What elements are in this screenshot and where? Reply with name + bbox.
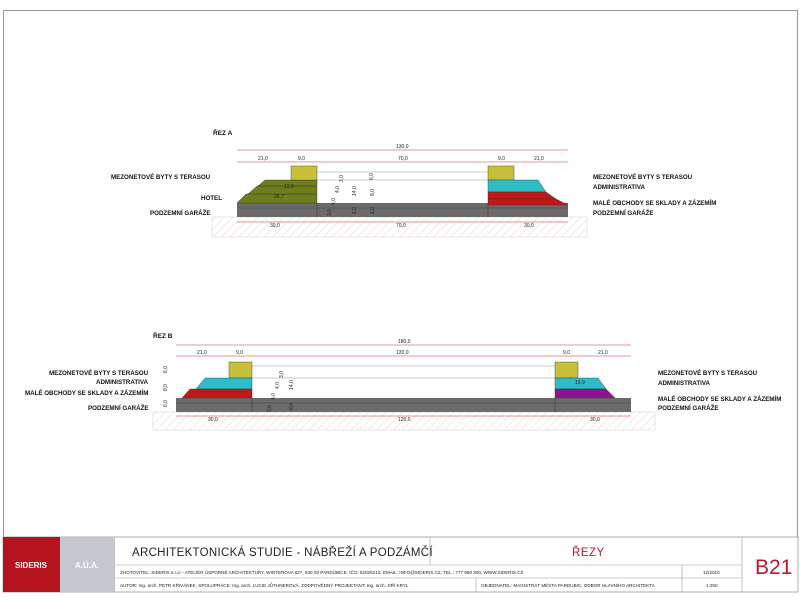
label-maisonette: MEZONETOVÉ BYTY S TERASOU bbox=[111, 174, 211, 181]
hotel-upper-block bbox=[248, 186, 317, 194]
slope-value: 19,9 bbox=[575, 380, 585, 386]
label-maisonette: MEZONETOVÉ BYTY S TERASOU bbox=[593, 174, 693, 181]
dim-top: 9,0 bbox=[298, 156, 305, 162]
dim-bottom: 30,0 bbox=[270, 223, 280, 229]
dim-top: 9,0 bbox=[563, 350, 570, 356]
vdim: 14,0 bbox=[289, 380, 295, 390]
project-title: ARCHITEKTONICKÁ STUDIE - NÁBŘEŽÍ A PODZÁMČÍ bbox=[132, 547, 433, 559]
maisonette-block-right bbox=[488, 166, 514, 180]
label-garage: PODZEMNÍ GARÁŽE bbox=[658, 405, 719, 412]
slope-value: 19,9 bbox=[284, 184, 294, 190]
shops-lower-block bbox=[488, 199, 568, 205]
vdim: 3,0 bbox=[267, 405, 273, 412]
vdim: 8,0 bbox=[370, 189, 376, 196]
slope-value: 26,7 bbox=[274, 194, 284, 200]
sheet-title: ŘEZY bbox=[572, 547, 605, 559]
vdim: 3,0 bbox=[279, 371, 285, 378]
label-shops: MALÉ OBCHODY SE SKLADY A ZÁZEMÍM bbox=[25, 390, 149, 397]
vdim: 3,0 bbox=[339, 175, 345, 182]
vdim: 6,0 bbox=[369, 173, 375, 180]
vdim: 3,0 bbox=[327, 209, 333, 216]
vdim: 4,0 bbox=[331, 198, 337, 205]
maisonette-block-left bbox=[229, 362, 252, 378]
section-b-title: ŘEZ B bbox=[153, 333, 173, 340]
shops-block bbox=[488, 192, 556, 199]
label-hotel: HOTEL bbox=[201, 195, 222, 202]
dim-top: 21,0 bbox=[258, 156, 268, 162]
shops-block bbox=[555, 389, 615, 398]
vdim: 14,0 bbox=[352, 186, 358, 196]
dim-bottom: 30,0 bbox=[208, 417, 218, 423]
vdim: 6,0 bbox=[352, 207, 358, 214]
contractor-line: ZHOTOVITEL: SIDERIS s.r.o. - ATELIÉR ÚSPORNÉ ARCHITEKTURY, WINTEROVA 827, 530 03 PARDUBICE, IČO: 62025210, EMAIL: INFO@SIDERIS.CZ, TEL.: 777 690 300, WWW.SIDERIS.CZ bbox=[120, 570, 524, 575]
logo-sideris: SIDERIS bbox=[14, 561, 48, 570]
garage-slab bbox=[176, 398, 631, 412]
logo-aua: A.Ú.A. bbox=[75, 561, 99, 570]
vdim: 4,0 bbox=[335, 186, 341, 193]
vdim: 4,0 bbox=[271, 393, 277, 400]
dim-top: 21,0 bbox=[598, 350, 608, 356]
label-administration: ADMINISTRATIVA bbox=[658, 380, 711, 387]
title-block bbox=[3, 537, 798, 592]
section-a bbox=[111, 128, 716, 237]
dim-total: 130,0 bbox=[396, 144, 409, 150]
label-shops: MALÉ OBCHODY SE SKLADY A ZÁZEMÍM bbox=[658, 396, 782, 403]
section-a-title: ŘEZ A bbox=[213, 130, 233, 137]
label-garage: PODZEMNÍ GARÁŽE bbox=[593, 210, 654, 217]
dim-top: 9,0 bbox=[498, 156, 505, 162]
dim-bottom: 70,0 bbox=[396, 223, 406, 229]
authors-line: AUTOR: Ing. arch. PETR KŘIVÁNEK, SPOLUPRÁCE: Ing. arch. LUCIE JŮTHNEROVÁ, ZODPOVĚDNÝ PROJEKTANT: Ing. arch. JIŘÍ KRYL bbox=[120, 583, 409, 588]
maisonette-block-right bbox=[555, 362, 578, 378]
label-administration: ADMINISTRATIVA bbox=[593, 184, 646, 191]
administration-block bbox=[196, 378, 252, 389]
label-garage: PODZEMNÍ GARÁŽE bbox=[88, 405, 149, 412]
vdim: 6,0 bbox=[289, 403, 295, 410]
dim-bottom: 30,0 bbox=[524, 223, 534, 229]
section-b bbox=[25, 331, 781, 430]
label-maisonette: MEZONETOVÉ BYTY S TERASOU bbox=[49, 370, 149, 377]
dim-top: 21,0 bbox=[197, 350, 207, 356]
sheet-code: B21 bbox=[755, 556, 793, 579]
label-administration: ADMINISTRATIVA bbox=[96, 379, 149, 386]
label-maisonette: MEZONETOVÉ BYTY S TERASOU bbox=[658, 370, 758, 377]
dim-bottom: 120,0 bbox=[398, 417, 411, 423]
vdim: 8,0 bbox=[163, 384, 169, 391]
vdim: 6,0 bbox=[163, 366, 169, 373]
label-garage: PODZEMNÍ GARÁŽE bbox=[150, 210, 211, 217]
client-line: OBJEDNATEL: MAGISTRÁT MĚSTA PARDUBIC, ODBOR HLAVNÍHO ARCHITEKTA bbox=[481, 583, 655, 588]
administration-block bbox=[488, 180, 546, 192]
scale: 1:250 bbox=[706, 583, 718, 588]
date: 12/2010 bbox=[703, 570, 720, 575]
dim-top: 70,0 bbox=[398, 156, 408, 162]
dim-top: 120,0 bbox=[396, 350, 409, 356]
dim-bottom: 30,0 bbox=[590, 417, 600, 423]
vdim: 4,0 bbox=[275, 382, 281, 389]
dim-total: 180,0 bbox=[398, 339, 411, 345]
vdim: 6,0 bbox=[163, 400, 169, 407]
vdim: 6,0 bbox=[370, 207, 376, 214]
dim-top: 21,0 bbox=[534, 156, 544, 162]
label-shops: MALÉ OBCHODY SE SKLADY A ZÁZEMÍM bbox=[593, 200, 717, 207]
shops-block bbox=[182, 389, 252, 398]
dim-top: 9,0 bbox=[236, 350, 243, 356]
maisonette-block-left bbox=[291, 166, 317, 180]
